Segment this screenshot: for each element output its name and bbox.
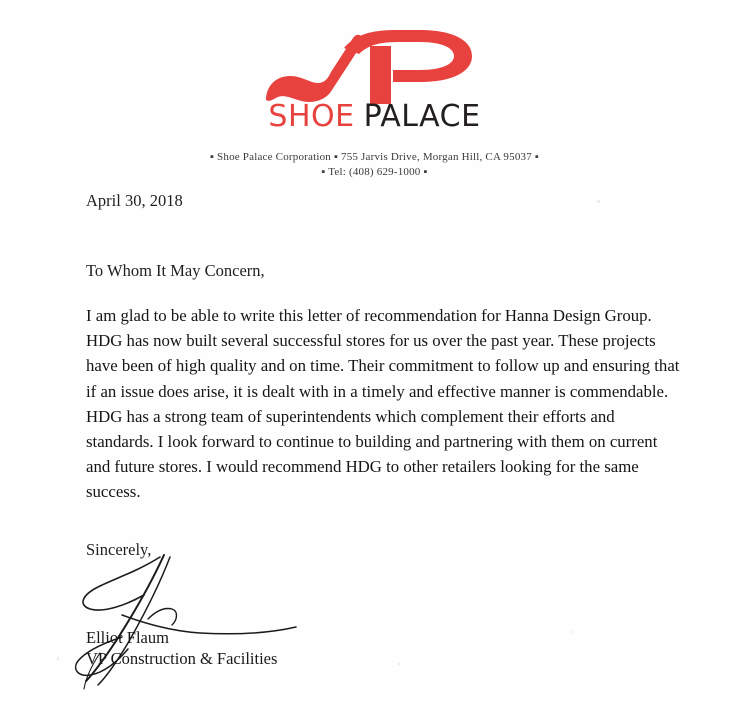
company-address (0, 150, 749, 180)
letter-content (86, 190, 686, 669)
letter-closing: Sincerely, (86, 539, 152, 559)
wordmark-shoe: SHOE (268, 99, 355, 134)
letter-salutation: To Whom It May Concern, (86, 261, 265, 280)
sp-swoosh-logo-icon (260, 26, 490, 104)
address-line-1: ▪ Shoe Palace Corporation ▪ 755 Jarvis Drive, Morgan Hill, CA 95037 ▪ (210, 151, 539, 163)
letterhead (0, 0, 749, 180)
scan-speckle (57, 657, 59, 660)
signer-title: VP Construction & Facilities (86, 648, 278, 668)
signature-area (86, 555, 416, 633)
scan-speckle (398, 663, 400, 665)
scan-speckle (572, 631, 574, 633)
scan-speckle (597, 200, 600, 203)
signer-name: Elliot Flaum (86, 627, 169, 647)
address-line-2: ▪ Tel: (408) 629-1000 ▪ (321, 166, 428, 178)
wordmark-palace: PALACE (363, 99, 481, 134)
letter-date: April 30, 2018 (86, 191, 183, 210)
signature-block (86, 627, 686, 669)
shoe-palace-wordmark (260, 100, 490, 134)
shoe-palace-logo (260, 0, 490, 134)
letter-body-paragraph: I am glad to be able to write this letter of recommendation for Hanna Design Group. HDG has now built several successful stores for us over the past year. These projects have been of high quality and on time. Their commitment to follow up and ensuring that if an issue does arise, it is dealt with in a timely and effective manner is commendable. HDG has a strong team of superintendents which complement their efforts and standards. I look forward to continue to building and partnering with them on current and future stores. I would recommend HDG to other retailers looking for the same success. (86, 306, 680, 502)
